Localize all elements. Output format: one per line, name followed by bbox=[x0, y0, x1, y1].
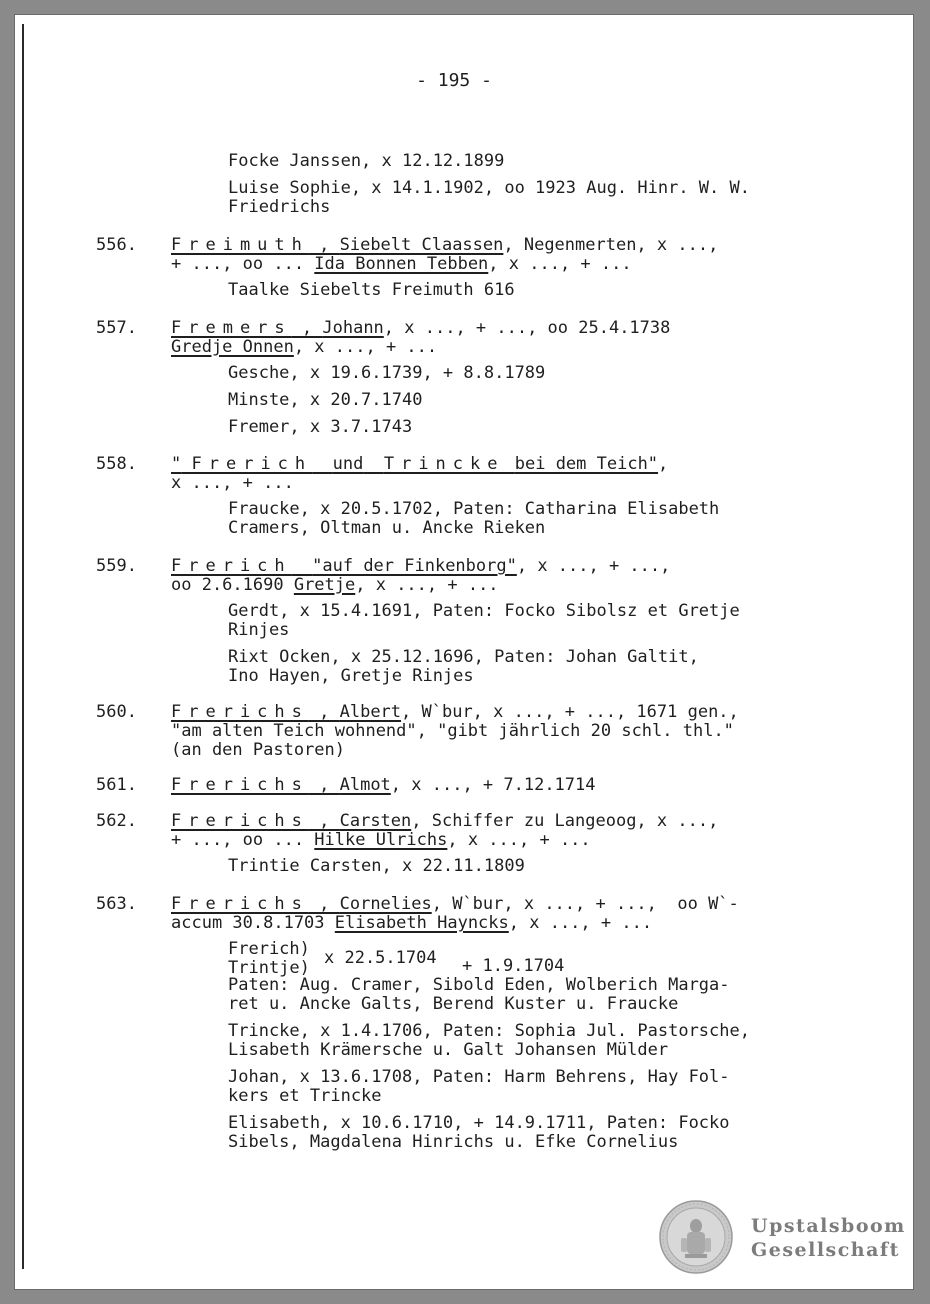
child-line: Gerdt, x 15.4.1691, Paten: Focko Sibolsz et Gretje bbox=[228, 601, 740, 621]
surname: Frerichs bbox=[171, 811, 309, 831]
entry-line: + ..., oo ... Ida Bonnen Tebben, x ..., + ... bbox=[171, 254, 632, 274]
child-line: Ino Hayen, Gretje Rinjes bbox=[228, 666, 474, 686]
surname: Freimuth bbox=[171, 235, 309, 255]
twin-name-2: Trintje) bbox=[228, 958, 310, 978]
entry-line: + ..., oo ... Hilke Ulrichs, x ..., + ... bbox=[171, 830, 591, 850]
child-line: Taalke Siebelts Freimuth 616 bbox=[228, 280, 515, 300]
child-line: Paten: Aug. Cramer, Sibold Eden, Wolberich Marga- bbox=[228, 975, 730, 995]
child-line: Trintie Carsten, x 22.11.1809 bbox=[228, 856, 525, 876]
entry-line: oo 2.6.1690 Gretje, x ..., + ... bbox=[171, 575, 499, 595]
name-trincke: Trincke bbox=[383, 454, 505, 474]
society-seal-icon bbox=[659, 1200, 733, 1274]
child-line: Elisabeth, x 10.6.1710, + 14.9.1711, Paten: Focko bbox=[228, 1113, 730, 1133]
entry-line: Gredje Onnen, x ..., + ... bbox=[171, 337, 438, 357]
name-frerich: Frerich bbox=[191, 454, 313, 474]
given-name: Carsten bbox=[339, 811, 412, 831]
child-line: Gesche, x 19.6.1739, + 8.8.1789 bbox=[228, 363, 546, 383]
child-line: Cramers, Oltman u. Ancke Rieken bbox=[228, 518, 546, 538]
entry-line: "am alten Teich wohnend", "gibt jährlich 20 schl. thl." bbox=[171, 721, 734, 741]
entry-line: " Frerich und Trincke bei dem Teich", bbox=[171, 454, 669, 474]
entry-line: Frerich "auf der Finkenborg", x ..., + ..., bbox=[171, 556, 671, 576]
surname: Frerichs bbox=[171, 775, 309, 795]
entry-number: 562. bbox=[96, 811, 137, 831]
entry-line: Frerichs , Carsten, Schiffer zu Langeoog, x ..., bbox=[171, 811, 719, 831]
document-page bbox=[14, 14, 914, 1290]
entry-line: Fremers , Johann, x ..., + ..., oo 25.4.1738 bbox=[171, 318, 671, 338]
spouse-name: Ida Bonnen Tebben bbox=[314, 254, 489, 274]
child-line: Fremer, x 3.7.1743 bbox=[228, 417, 413, 437]
entry-line: x ..., + ... bbox=[171, 473, 294, 493]
brand-line-1: Upstalsboom bbox=[751, 1215, 906, 1237]
brand-line-2: Gesellschaft bbox=[751, 1239, 900, 1261]
entry-number: 560. bbox=[96, 702, 137, 722]
entry-line: Frerichs , Almot, x ..., + 7.12.1714 bbox=[171, 775, 596, 795]
entry-number: 558. bbox=[96, 454, 137, 474]
text-line: Focke Janssen, x 12.12.1899 bbox=[228, 151, 505, 171]
given-name: Johann bbox=[322, 318, 384, 338]
entry-line: accum 30.8.1703 Elisabeth Hayncks, x ..., + ... bbox=[171, 913, 653, 933]
entry-number: 563. bbox=[96, 894, 137, 914]
text-line: Friedrichs bbox=[228, 197, 331, 217]
given-name: Almot bbox=[339, 775, 391, 795]
twin-death: + 1.9.1704 bbox=[462, 956, 565, 976]
given-name: Albert bbox=[339, 702, 402, 722]
entry-number: 557. bbox=[96, 318, 137, 338]
twin-baptism: x 22.5.1704 bbox=[324, 948, 437, 968]
child-line: Trincke, x 1.4.1706, Paten: Sophia Jul. Pastorsche, bbox=[228, 1021, 750, 1041]
surname: Frerich bbox=[171, 556, 292, 576]
entry-number: 556. bbox=[96, 235, 137, 255]
child-line: Lisabeth Krämersche u. Galt Johansen Mülder bbox=[228, 1040, 669, 1060]
child-line: Sibels, Magdalena Hinrichs u. Efke Cornelius bbox=[228, 1132, 679, 1152]
child-line: kers et Trincke bbox=[228, 1086, 382, 1106]
spouse-name: Elisabeth Hayncks bbox=[334, 913, 509, 933]
surname: Fremers bbox=[171, 318, 292, 338]
given-name: Cornelies bbox=[339, 894, 432, 914]
twin-name-1: Frerich) bbox=[228, 939, 310, 959]
surname: Frerichs bbox=[171, 702, 309, 722]
spouse-name: Hilke Ulrichs bbox=[314, 830, 448, 850]
brand-wordmark bbox=[751, 1214, 906, 1262]
entry-line: Frerichs , Cornelies, W`bur, x ..., + ..., oo W`- bbox=[171, 894, 739, 914]
given-name: Siebelt Claassen bbox=[339, 235, 504, 255]
entry-number: 561. bbox=[96, 775, 137, 795]
page-number: - 195 - bbox=[416, 70, 492, 91]
entry-line: Frerichs , Albert, W`bur, x ..., + ..., 1671 gen., bbox=[171, 702, 739, 722]
entry-line: (an den Pastoren) bbox=[171, 740, 345, 760]
entry-line: Freimuth , Siebelt Claassen, Negenmerten, x ..., bbox=[171, 235, 719, 255]
spouse-name: Gredje Onnen bbox=[171, 337, 294, 357]
child-line: ret u. Ancke Galts, Berend Kuster u. Fraucke bbox=[228, 994, 679, 1014]
surname: Frerichs bbox=[171, 894, 309, 914]
margin-rule bbox=[22, 24, 24, 1269]
child-line: Rixt Ocken, x 25.12.1696, Paten: Johan Galtit, bbox=[228, 647, 699, 667]
child-line: Minste, x 20.7.1740 bbox=[228, 390, 423, 410]
child-line: Fraucke, x 20.5.1702, Paten: Catharina Elisabeth bbox=[228, 499, 720, 519]
spouse-name: Gretje bbox=[293, 575, 356, 595]
text-line: Luise Sophie, x 14.1.1902, oo 1923 Aug. Hinr. W. W. bbox=[228, 178, 750, 198]
child-line: Johan, x 13.6.1708, Paten: Harm Behrens, Hay Fol- bbox=[228, 1067, 730, 1087]
entry-number: 559. bbox=[96, 556, 137, 576]
child-line: Rinjes bbox=[228, 620, 290, 640]
